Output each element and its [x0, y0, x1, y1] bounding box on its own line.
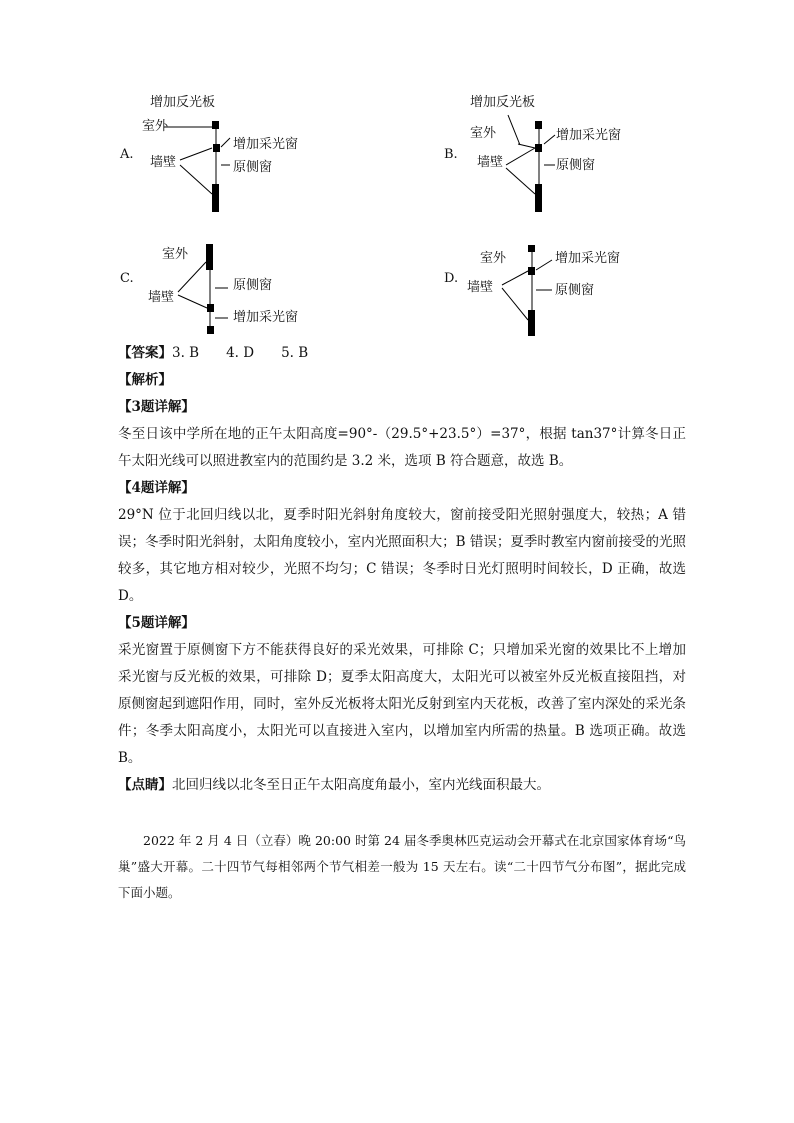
tip-text: 北回归线以北冬至日正午太阳高度角最小，室内光线面积最大。 — [172, 777, 550, 793]
add-window-label: 增加采光窗 — [233, 310, 299, 325]
answer-tag: 【答案】 — [118, 345, 172, 361]
orig-window-label: 原侧窗 — [555, 283, 595, 298]
next-question-intro — [118, 828, 686, 906]
wall-label: 墙壁 — [467, 280, 494, 295]
solution-text — [118, 340, 686, 799]
diagram-a-lines — [130, 110, 250, 215]
q5-heading: 【5题详解】 — [118, 615, 195, 631]
reflector-label: 增加反光板 — [150, 95, 216, 110]
add-window-label: 增加采光窗 — [556, 128, 622, 143]
add-window-label: 增加采光窗 — [555, 251, 621, 266]
reflector-label: 增加反光板 — [470, 95, 536, 110]
wall-label: 墙壁 — [150, 155, 177, 170]
add-window-label: 增加采光窗 — [233, 137, 299, 152]
wall-label: 墙壁 — [477, 155, 504, 170]
option-b-label: B. — [444, 147, 458, 162]
tip-tag: 【点睛】 — [118, 777, 172, 793]
option-c-label: C. — [120, 271, 134, 286]
outside-label: 室外 — [470, 126, 497, 141]
diagram-c-lines — [170, 240, 240, 340]
orig-window-label: 原侧窗 — [556, 158, 596, 173]
diagram-d-lines — [490, 240, 560, 340]
answer-text: 3. B 4. D 5. B — [172, 345, 309, 361]
orig-window-label: 原侧窗 — [233, 278, 273, 293]
outside-label: 室外 — [142, 119, 169, 134]
diagram-b-lines — [470, 110, 560, 215]
wall-label: 墙壁 — [148, 290, 175, 305]
orig-window-label: 原侧窗 — [233, 160, 273, 175]
outside-label: 室外 — [480, 251, 507, 266]
option-a-label: A. — [120, 147, 134, 162]
q3-text: 冬至日该中学所在地的正午太阳高度=90°-（29.5°+23.5°）=37°，根据 tan37°计算冬日正午太阳光线可以照进教室内的范围约是 3.2 米，选项 B 符合题意，故选 B。 — [118, 426, 686, 469]
q4-heading: 【4题详解】 — [118, 480, 195, 496]
option-d-label: D. — [444, 271, 459, 286]
outside-label: 室外 — [162, 247, 189, 262]
tip-line — [118, 772, 686, 799]
q4-text: 29°N 位于北回归线以北，夏季时阳光斜射角度较大，窗前接受阳光照射强度大，较热；A 错误；冬季时阳光斜射，太阳角度较小，室内光照面积大；B 错误；夏季时教室内窗前接受的光照较多，其它地方相对较少，光照不均匀；C 错误；冬季时日光灯照明时间较长，D 正确，故选 D。 — [118, 507, 686, 604]
analysis-heading: 【解析】 — [118, 372, 172, 388]
intro-text: 2022 年 2 月 4 日（立春）晚 20:00 时第 24 届冬季奥林匹克运动会开幕式在北京国家体育场“鸟巢”盛大开幕。二十四节气每相邻两个节气相差一般为 15 天左右。读“二十四节气分布图”，据此完成下面小题。 — [118, 833, 686, 900]
answer-line — [118, 340, 686, 367]
q5-text: 采光窗置于原侧窗下方不能获得良好的采光效果，可排除 C；只增加采光窗的效果比不上增加采光窗与反光板的效果，可排除 D；夏季太阳高度大，太阳光可以被室外反光板直接阻挡，对原侧窗起到遮阳作用，同时，室外反光板将太阳光反射到室内天花板，改善了室内深处的采光条件；冬季太阳高度小，太阳光可以直接进入室内，以增加室内所需的热量。B 选项正确。故选 B。 — [118, 642, 686, 766]
q3-heading: 【3题详解】 — [118, 399, 195, 415]
